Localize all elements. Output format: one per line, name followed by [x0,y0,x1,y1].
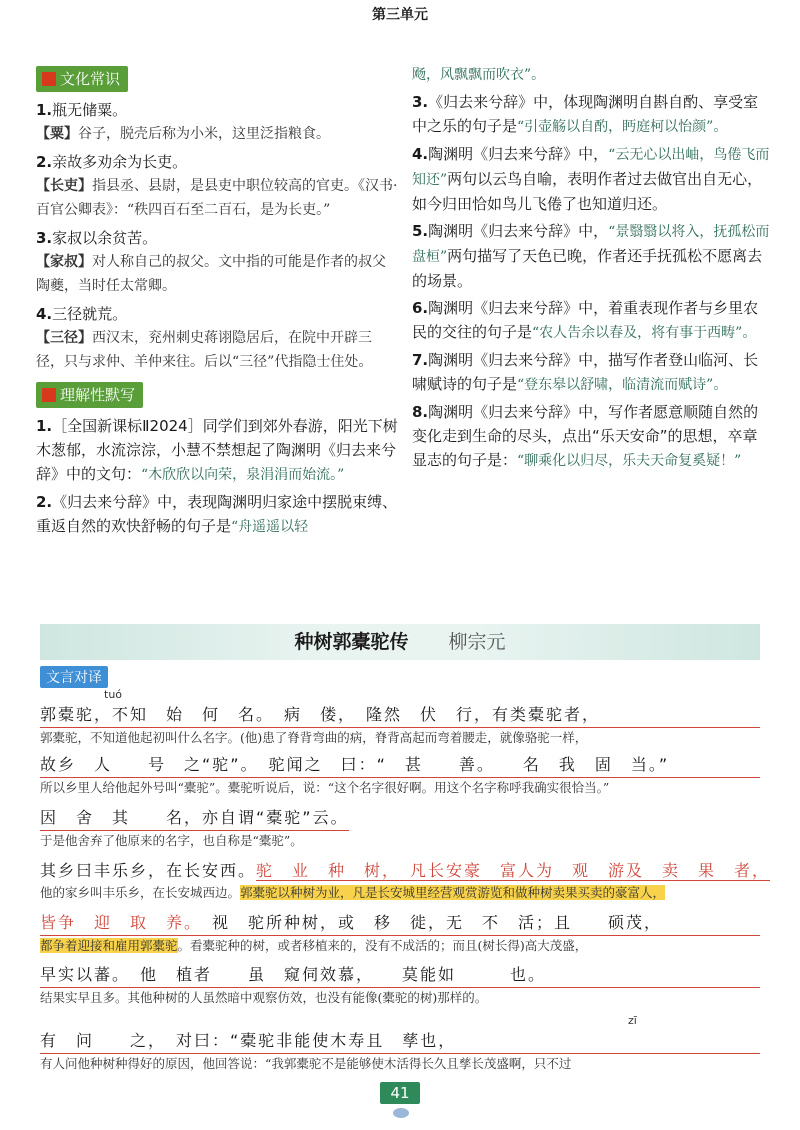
dictation-item [36,490,398,539]
section-culture [36,66,128,92]
right-column [412,62,772,476]
section-title: 理解性默写 [60,386,136,404]
original-text: 视 驼所种树，或 移 徙，无 不 活；且 硕茂， [194,913,663,932]
item-text: 陶渊明《归去来兮辞》中，着重表现作者与乡里农民的交往的句子是 [412,299,759,341]
book-icon [42,72,56,86]
term-tag: 【长吏】 [36,178,92,194]
item-text: 陶渊明《归去来兮辞》中， [428,222,609,240]
original-text-highlight: 驼 业 种 树， 凡长安豪 富人为 观 游及 卖 果 者， [256,861,771,880]
translation-text: 结果实早且多。其他种树的人虽然暗中观察仿效，也没有能像(橐驼的树)那样的。 [40,990,488,1005]
item-number: 3. [36,229,53,247]
bilingual-line [40,858,771,901]
dictation-item [412,400,772,473]
dictation-item [36,414,398,487]
item-answer: “农人告余以春及，将有事于西畴”。 [532,325,757,341]
term-tag: 【三径】 [36,330,92,346]
item-text: 陶渊明《归去来兮辞》中，描写作者登山临河、长啸赋诗的句子是 [412,351,759,393]
original-text: 故乡 人 号 之“驼”。 驼闻之 曰：“ 甚 善。 名 我 固 当。” [40,752,760,778]
translation-text: 他的家乡叫丰乐乡，在长安城西边。 [40,885,241,900]
list-item [36,150,398,222]
item-text: 《归去来兮辞》中，表现陶渊明归家途中摆脱束缚、重返自然的欢快舒畅的句子是 [36,493,398,535]
bilingual-line [40,752,760,796]
term-definition: 指县丞、县尉，是县吏中职位较高的官吏。《汉书·百官公卿表》：“秩四百石至二百石，是为长吏。” [36,178,398,218]
left-column [36,62,398,542]
item-text: 陶渊明《归去来兮辞》中， [428,145,609,163]
item-text: 两句以云鸟自喻，表明作者过去做官出自无心，如今归田恰如鸟儿飞倦了也知道归还。 [412,170,763,213]
list-item [36,226,398,298]
pinyin: zī [628,1014,637,1027]
dictation-item [412,142,772,216]
item-text: ［全国新课标Ⅱ2024］同学们到郊外春游，阳光下树木葱郁，水流淙淙，小慧不禁想起了陶渊明《归去来兮辞》中的文句： [36,417,398,483]
item-number: 2. [36,153,53,171]
original-text: 早实以蕃。 他 植者 虽 窥伺效慕， 莫能如 也。 [40,962,760,988]
item-text: 《归去来兮辞》中，体现陶渊明自斟自酌、享受室中之乐的句子是 [412,93,759,135]
translation-text: 郭橐驼，不知道他起初叫什么名字。(他)患了脊背弯曲的病，脊背高起而弯着腰走，就像骆驼一样， [40,730,588,745]
unit-header: 第三单元 [372,7,428,23]
item-number: 1. [36,417,53,435]
section-title: 文化常识 [60,70,121,88]
page-number: 41 [380,1082,420,1104]
item-answer: “云无心以出岫，鸟倦飞而知还” [412,147,770,188]
list-item [36,302,398,374]
term-definition: 谷子，脱壳后称为小米，这里泛指粮食。 [78,126,330,142]
dictation-item [412,348,772,397]
item-answer: “聊乘化以归尽，乐夫天命复奚疑！” [517,453,742,469]
translation-highlight: 都争着迎接和雇用郭橐驼 [40,938,178,953]
item-answer: “登东皋以舒啸，临清流而赋诗”。 [517,377,728,393]
dictation-item [412,90,772,139]
term-definition: 对人称自己的叔父。文中指的可能是作者的叔父陶夔，当时任太常卿。 [36,254,386,294]
translation-tag: 文言对译 [40,666,108,688]
translation-text: 所以乡里人给他起外号叫“橐驼”。橐驼听说后，说：“这个名字很好啊。用这个名字称呼我确实很恰当。” [40,780,610,795]
lesson-title: 种树郭橐驼传 [294,631,409,653]
term-tag: 【粟】 [36,126,78,142]
term-tag: 【家叔】 [36,254,92,270]
term-definition: 西汉末，兖州刺史蒋诩隐居后，在院中开辟三径，只与求仲、羊仲来往。后以“三径”代指隐士住处。 [36,330,373,370]
dictation-item [412,219,772,293]
item-number: 7. [412,351,429,369]
original-text: 郭橐驼，不知 始 何 名。 病 偻， 隆然 伏 行，有类橐驼者， [40,702,760,728]
decorative-bird-icon [393,1108,409,1118]
translation-text: 有人问他种树种得好的原因，他回答说：“我郭橐驼不是能够使木活得长久且孳长茂盛啊，只不过 [40,1056,572,1071]
section-dictation [36,382,143,408]
original-text: 有 问 之， 对曰：“橐驼非能使木寿且 孳也， [40,1028,760,1054]
list-item [36,98,398,146]
bilingual-line [40,805,760,849]
item-question: 瓶无储粟。 [52,101,128,119]
item-text: 陶渊明《归去来兮辞》中，写作者愿意顺随自然的变化走到生命的尽头，点出“乐天安命”的思想，卒章显志的句子是： [412,403,759,469]
item-number: 5. [412,222,429,240]
item-answer-continued: 飏，风飘飘而吹衣”。 [412,67,546,83]
item-number: 1. [36,101,53,119]
item-question: 亲故多劝余为长吏。 [52,153,188,171]
bilingual-line [40,1014,760,1072]
item-number: 4. [36,305,53,323]
item-answer: “景翳翳以将入，抚孤松而盘桓” [412,224,770,265]
lesson-title-bar [40,624,760,660]
item-number: 4. [412,145,429,163]
translation-highlight: 郭橐驼以种树为业，凡是长安城里经营观赏游览和做种树卖果买卖的豪富人， [240,885,666,900]
item-answer: “引壶觞以自酌，眄庭柯以怡颜”。 [517,119,728,135]
lesson-author: 柳宗元 [448,631,506,653]
pinyin: tuó [104,688,123,701]
translation-text: 于是他舍弃了他原来的名字，也自称是“橐驼”。 [40,833,303,848]
item-number: 2. [36,493,53,511]
item-question: 三径就荒。 [52,305,128,323]
item-answer: “舟遥遥以轻 [231,519,309,535]
bilingual-line [40,910,760,954]
original-text: 因 舍 其 名，亦自谓“橐驼”云。 [40,805,349,831]
book-icon [42,388,56,402]
item-number: 6. [412,299,429,317]
original-text-highlight: 皆争 迎 取 养。 [40,913,195,932]
dictation-item [412,296,772,345]
bilingual-line [40,688,760,746]
item-number: 3. [412,93,429,111]
original-text: 其乡曰丰乐乡，在长安西。 [40,861,257,880]
translation-text: 。看橐驼种的树，或者移植来的，没有不成活的；而且(树长得)高大茂盛， [177,938,588,953]
bilingual-line [40,962,760,1006]
item-text: 两句描写了天色已晚，作者还手抚孤松不愿离去的场景。 [412,247,763,290]
item-question: 家叔以余贫苦。 [52,229,158,247]
item-answer: “木欣欣以向荣，泉涓涓而始流。” [141,467,345,483]
item-number: 8. [412,403,429,421]
